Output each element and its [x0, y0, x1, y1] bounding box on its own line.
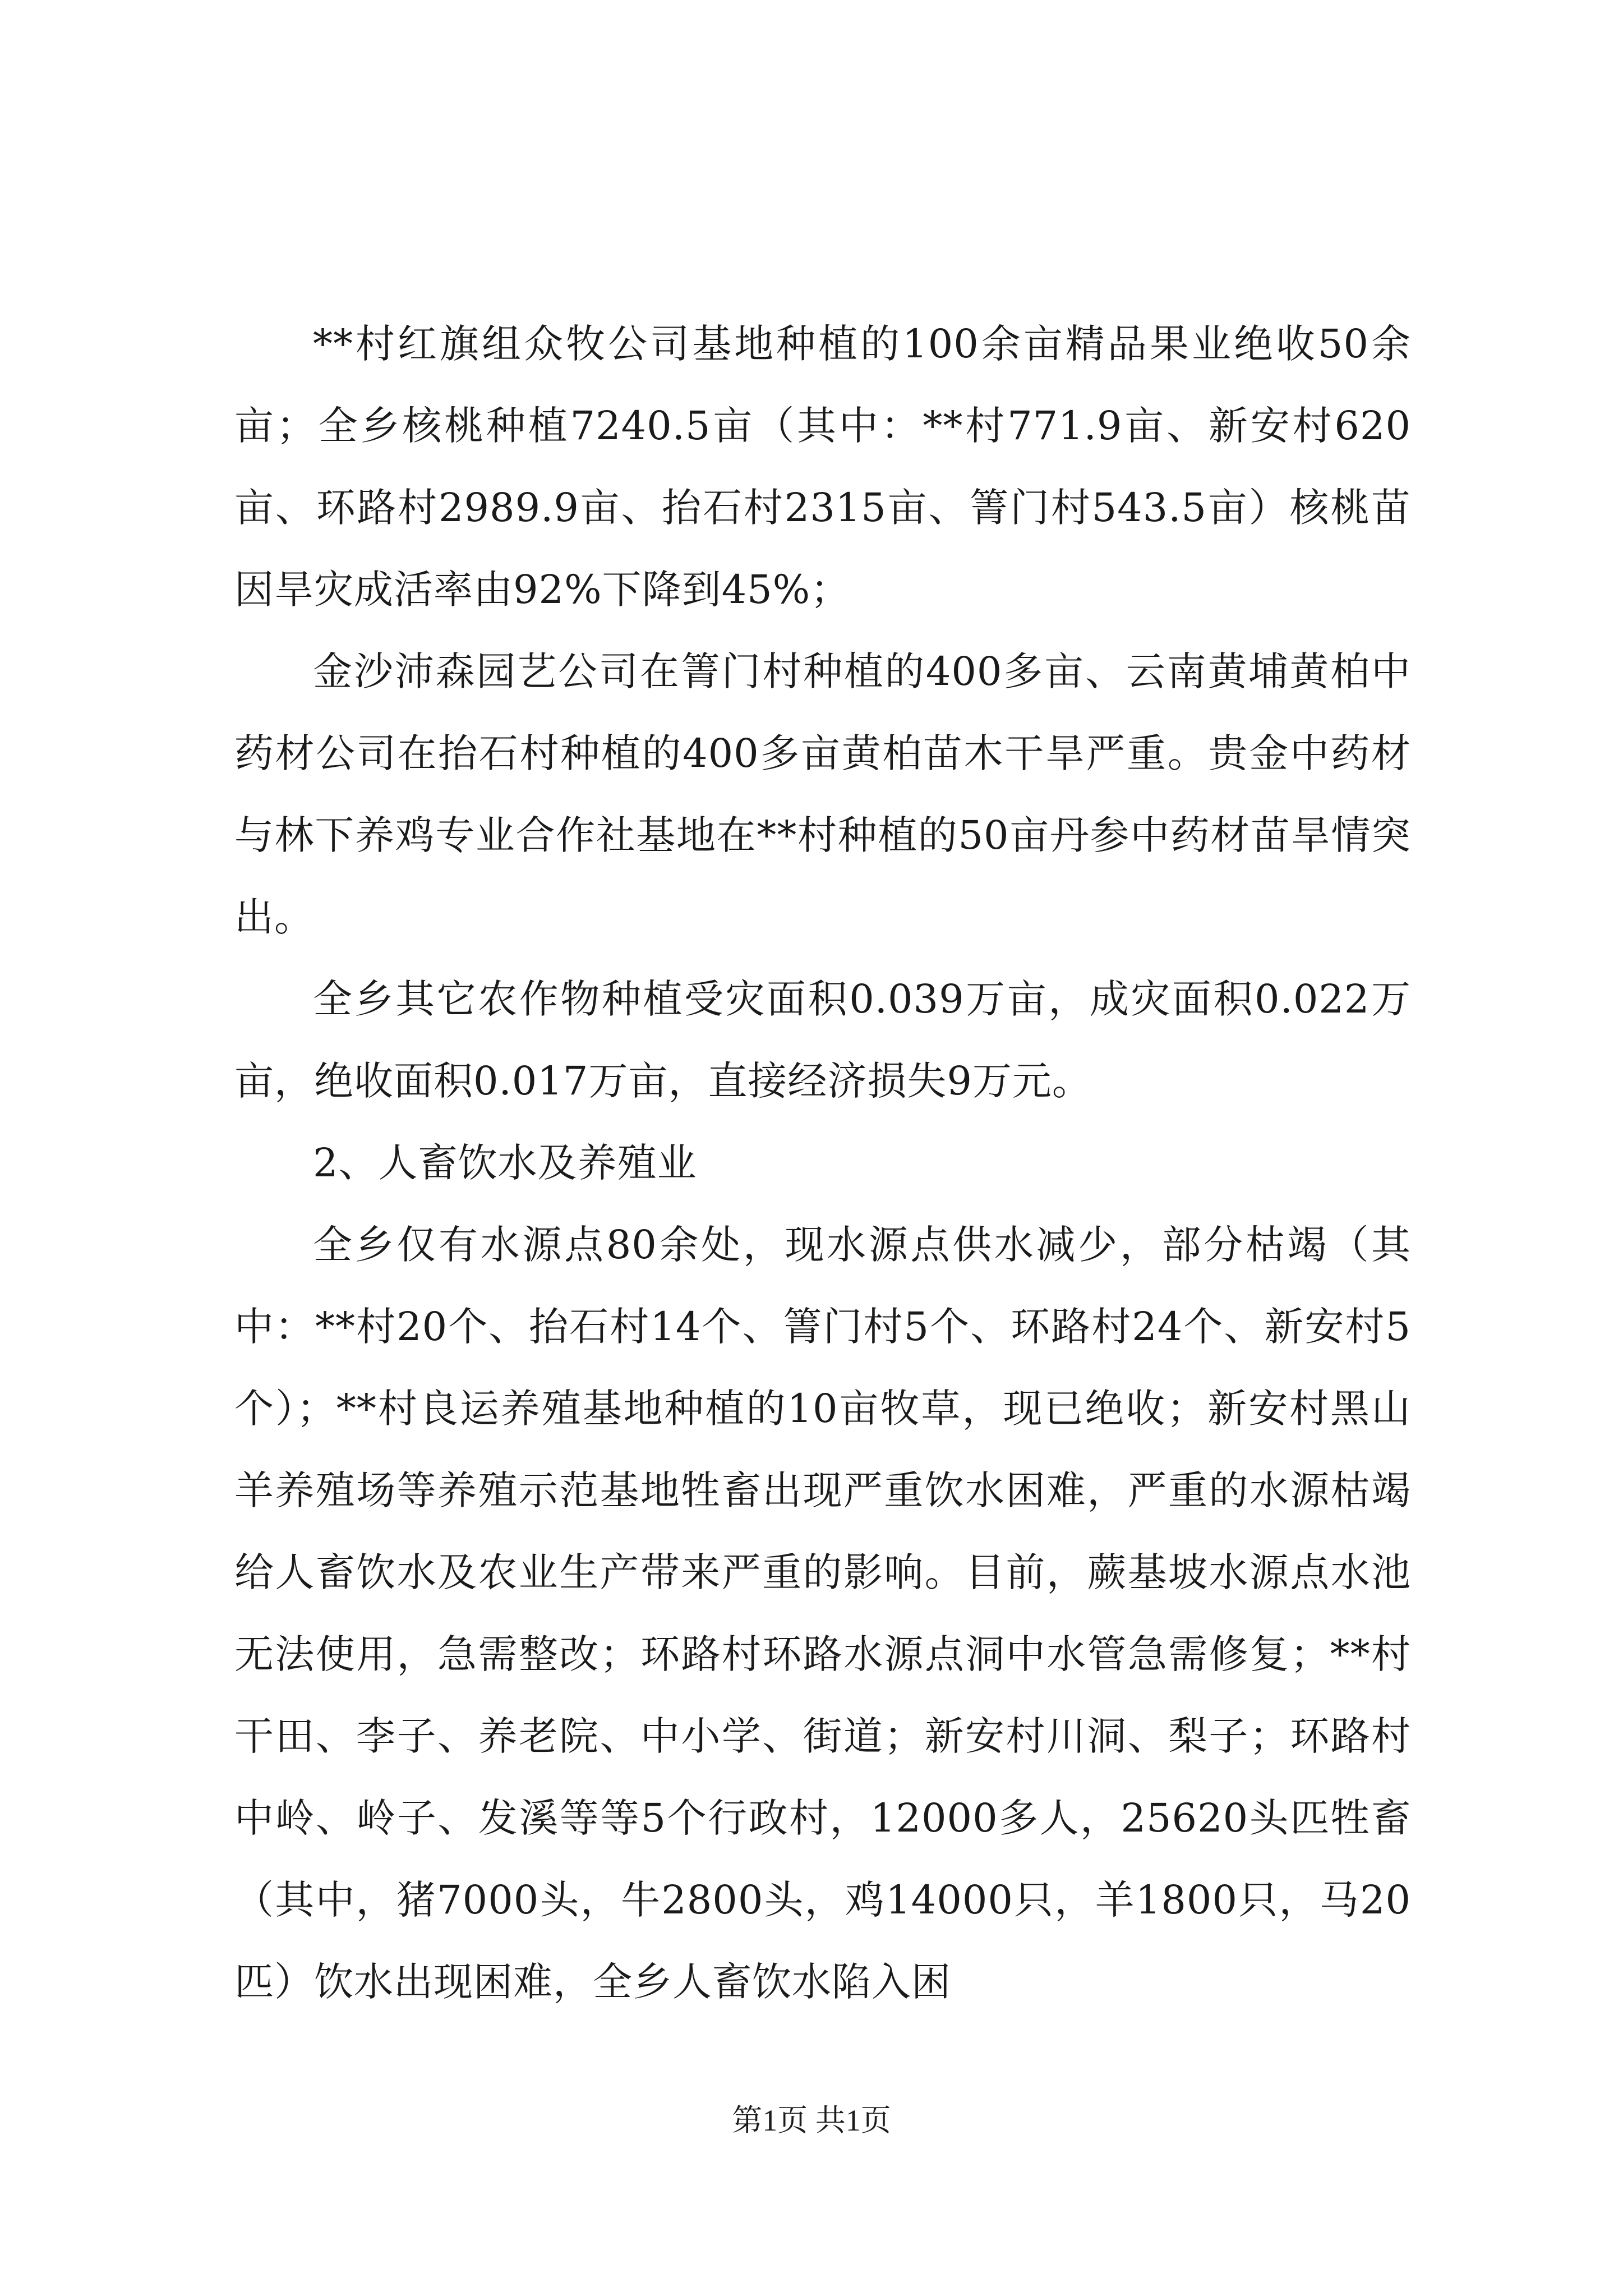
document-body — [234, 303, 1411, 2023]
paragraph-other-crops: 全乡其它农作物种植受灾面积0.039万亩，成灾面积0.022万亩，绝收面积0.017万亩，直接经济损失9万元。 — [234, 976, 1411, 1104]
section-heading-livestock-water: 2、人畜饮水及养殖业 — [313, 1140, 697, 1186]
paragraph-water-sources: 全乡仅有水源点80余处，现水源点供水减少，部分枯竭（其中：**村20个、抬石村14个、箐门村5个、环路村24个、新安村5个）；**村良运养殖基地种植的10亩牧草，现已绝收；新安村黑山羊养殖场等养殖示范基地牲畜出现严重饮水困难，严重的水源枯竭给人畜饮水及农业生产带来严重的影响。目前，蕨基坡水源点水池无法使用，急需整改；环路村环路水源点洞中水管急需修复；**村干田、李子、养老院、中小学、街道；新安村川洞、梨子；环路村中岭、岭子、发溪等等5个行政村，12000多人，25620头匹牲畜（其中，猪7000头，牛2800头，鸡14000只，羊1800只，马20匹）饮水出现困难，全乡人畜饮水陷入困 — [234, 1222, 1411, 2005]
paragraph-fruit-walnut: **村红旗组众牧公司基地种植的100余亩精品果业绝收50余亩；全乡核桃种植7240.5亩（其中：**村771.9亩、新安村620亩、环路村2989.9亩、抬石村2315亩、箐门村543.5亩）核桃苗因旱灾成活率由92%下降到45%； — [234, 321, 1411, 613]
page-footer: 第1页 共1页 — [732, 2104, 891, 2137]
paragraph-herbal-medicine: 金沙沛森园艺公司在箐门村种植的400多亩、云南黄埔黄柏中药材公司在抬石村种植的400多亩黄柏苗木干旱严重。贵金中药材与林下养鸡专业合作社基地在**村种植的50亩丹参中药材苗旱情突出。 — [234, 648, 1411, 940]
